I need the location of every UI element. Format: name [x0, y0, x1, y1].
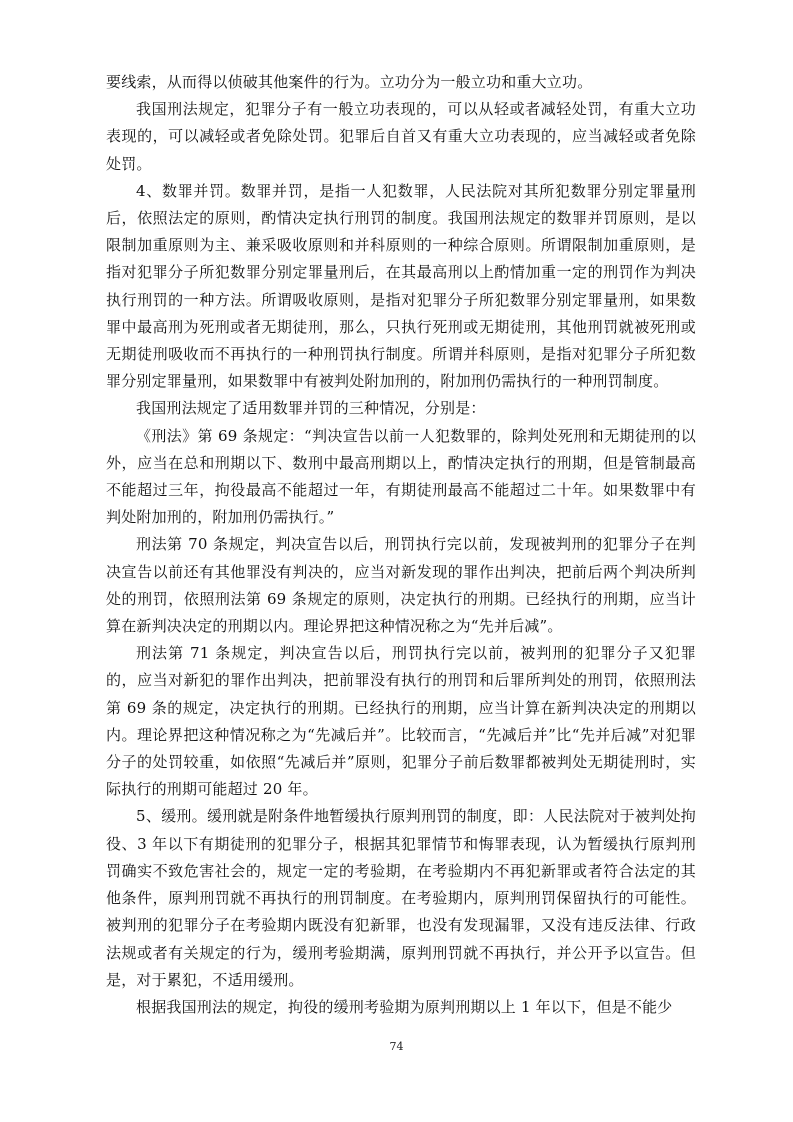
paragraph-article-69: 《刑法》第 69 条规定：“判决宣告以前一人犯数罪的，除判处死刑和无期徒刑的以外，应当在总和刑期以下、数刑中最高刑期以上，酌情决定执行的刑期，但是管制最高不能超过三年，拘役最高不能超过一年，有期徒刑最高不能超过二十年。如果数罪中有判处附加刑的，附加刑仍需执行。” — [106, 426, 696, 527]
page-number: 74 — [389, 1040, 404, 1053]
paragraph-article-71: 刑法第 71 条规定，判决宣告以后，刑罚执行完以前，被判刑的犯罪分子又犯罪的，应当对新犯的罪作出判决，把前罪没有执行的刑罚和后罪所判处的刑罚，依照刑法第 69 条的规定，决定执行的刑期。已经执行的刑期，应当计算在新判决决定的刑期以内。理论界把这种情况称之为“先减后并”。比较而言，“先减后并”比“先并后减”对犯罪分子的处罚较重，如依照“先减后并”原则，犯罪分子前后数罪都被判处无期徒刑时，实际执行的刑期可能超过 20 年。 — [106, 644, 696, 799]
document-page — [106, 69, 696, 1021]
paragraph-article-70: 刑法第 70 条规定，判决宣告以后，刑罚执行完以前，发现被判刑的犯罪分子在判决宣告以前还有其他罪没有判决的，应当对新发现的罪作出判决，把前后两个判决所判处的刑罚，依照刑法第 69 条规定的原则，决定执行的刑期。已经执行的刑期，应当计算在新判决决定的刑期以内。理论界把这种情况称之为“先并后减”。 — [106, 535, 696, 636]
paragraph-combined-punishment: 4、数罪并罚。数罪并罚，是指一人犯数罪，人民法院对其所犯数罪分别定罪量刑后，依照法定的原则，酌情决定执行刑罚的制度。我国刑法规定的数罪并罚原则，是以限制加重原则为主、兼采吸收原则和并科原则的一种综合原则。所谓限制加重原则，是指对犯罪分子所犯数罪分别定罪量刑后，在其最高刑以上酌情加重一定的刑罚作为判决执行刑罚的一种方法。所谓吸收原则，是指对犯罪分子所犯数罪分别定罪量刑，如果数罪中最高刑为死刑或者无期徒刑，那么，只执行死刑或无期徒刑，其他刑罚就被死刑或无期徒刑吸收而不再执行的一种刑罚执行制度。所谓并科原则，是指对犯罪分子所犯数罪分别定罪量刑，如果数罪中有被判处附加刑的，附加刑仍需执行的一种刑罚制度。 — [106, 181, 696, 391]
paragraph-merit-punishment: 我国刑法规定，犯罪分子有一般立功表现的，可以从轻或者减轻处罚，有重大立功表现的，可以减轻或者免除处罚。犯罪后自首又有重大立功表现的，应当减轻或者免除处罚。 — [106, 100, 696, 173]
paragraph-probation-period: 根据我国刑法的规定，拘役的缓刑考验期为原判刑期以上 1 年以下，但是不能少 — [136, 997, 673, 1016]
paragraph-three-situations: 我国刑法规定了适用数罪并罚的三种情况，分别是： — [136, 399, 486, 418]
paragraph-probation: 5、缓刑。缓刑就是附条件地暂缓执行原判刑罚的制度，即：人民法院对于被判处拘役、3 年以下有期徒刑的犯罪分子，根据其犯罪情节和悔罪表现，认为暂缓执行原判刑罚确实不致危害社会的，规定一定的考验期，在考验期内不再犯新罪或者符合法定的其他条件，原判刑罚就不再执行的刑罚制度。在考验期内，原判刑罚保留执行的可能性。被判刑的犯罪分子在考验期内既没有犯新罪，也没有发现漏罪，又没有违反法律、行政法规或者有关规定的行为，缓刑考验期满，原判刑罚就不再执行，并公开予以宣告。但是，对于累犯，不适用缓刑。 — [106, 807, 696, 989]
paragraph-continuation: 要线索，从而得以侦破其他案件的行为。立功分为一般立功和重大立功。 — [106, 73, 593, 91]
